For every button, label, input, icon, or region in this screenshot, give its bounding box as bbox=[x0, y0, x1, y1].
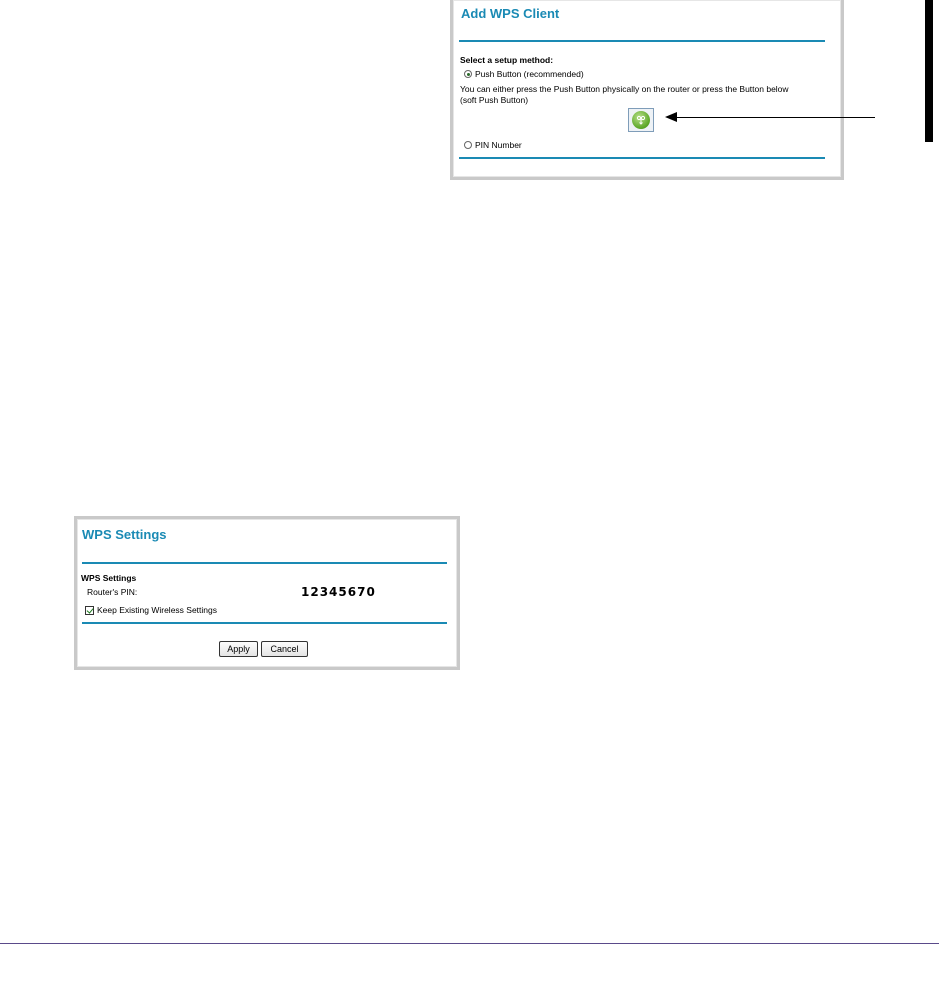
soft-push-button[interactable] bbox=[628, 108, 654, 132]
divider bbox=[82, 562, 447, 564]
wps-push-button-icon bbox=[632, 111, 650, 129]
router-pin-value: 12345670 bbox=[301, 585, 376, 599]
arrow-line bbox=[676, 117, 875, 118]
keep-settings-label: Keep Existing Wireless Settings bbox=[97, 605, 217, 615]
add-wps-client-panel bbox=[450, 0, 844, 180]
pin-number-label: PIN Number bbox=[475, 140, 522, 150]
push-button-radio[interactable] bbox=[464, 70, 472, 78]
panel-title: WPS Settings bbox=[82, 527, 167, 542]
change-bar bbox=[925, 0, 933, 142]
divider bbox=[459, 40, 825, 42]
divider bbox=[82, 622, 447, 624]
divider bbox=[459, 157, 825, 159]
keep-settings-checkbox[interactable] bbox=[85, 606, 94, 615]
wps-settings-section-label: WPS Settings bbox=[81, 573, 137, 583]
pin-number-radio[interactable] bbox=[464, 141, 472, 149]
push-button-description-line1: You can either press the Push Button physically on the router or press the Button below bbox=[460, 84, 789, 94]
setup-method-label: Select a setup method: bbox=[460, 55, 554, 65]
cancel-button[interactable]: Cancel bbox=[261, 641, 308, 657]
footer-rule bbox=[0, 943, 939, 944]
wps-settings-panel bbox=[74, 516, 460, 670]
apply-button[interactable]: Apply bbox=[219, 641, 258, 657]
push-button-label: Push Button (recommended) bbox=[475, 69, 584, 79]
push-button-description-line2: (soft Push Button) bbox=[460, 95, 529, 105]
panel-title: Add WPS Client bbox=[461, 6, 560, 21]
keep-settings-option[interactable] bbox=[85, 605, 217, 615]
router-pin-label: Router's PIN: bbox=[87, 587, 138, 597]
pin-number-option[interactable] bbox=[464, 140, 522, 150]
push-button-option[interactable] bbox=[464, 69, 584, 79]
